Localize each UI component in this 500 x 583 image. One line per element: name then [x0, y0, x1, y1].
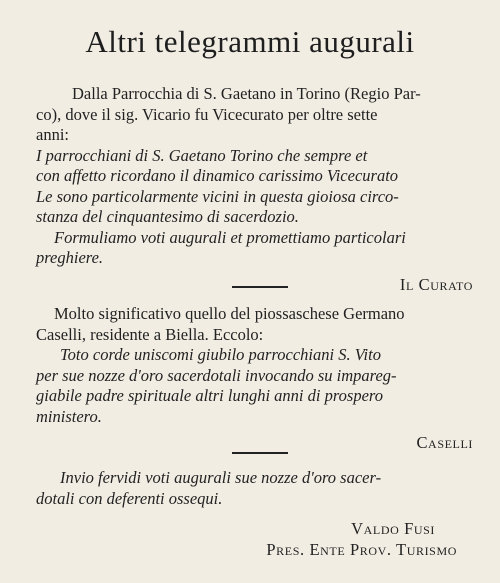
signature-name: Valdo Fusi [351, 519, 435, 538]
message-line: per sue nozze d'oro sacerdotali invocando su impareg- [36, 365, 397, 385]
message-line: giabile padre spirituale altri lunghi anni di prospero [36, 386, 383, 405]
signature-title: Pres. Ente Prov. Turismo [266, 539, 457, 559]
intro-line: anni: [36, 125, 69, 144]
signature: Caselli [416, 433, 473, 452]
intro-line: Molto significativo quello del piossaschese Germano [54, 304, 405, 323]
section-parrocchia [30, 84, 485, 295]
message-line: ministero. [36, 406, 102, 426]
intro-line: Caselli, residente a Biella. Eccolo: [36, 324, 264, 344]
message-line: stanza del cinquantesimo di sacerdozio. [36, 207, 299, 226]
message-line: Toto corde uniscomi giubilo parrocchiani S. Vito [60, 345, 381, 364]
page-title: Altri telegrammi augurali [85, 24, 415, 59]
message-line: Le sono particolarmente vicini in questa gioiosa circo- [36, 186, 399, 206]
intro-line: co), dove il sig. Vicario fu Vicecurato per oltre sette [36, 104, 378, 124]
message-line: I parrocchiani di S. Gaetano Torino che sempre et [36, 145, 368, 165]
message-line: Formuliamo voti augurali et promettiamo particolari [54, 227, 406, 247]
intro-line: Dalla Parrocchia di S. Gaetano in Torino (Regio Par- [72, 84, 421, 103]
message-line: preghiere. [36, 248, 104, 267]
section-caselli [30, 304, 485, 454]
section-fusi [30, 468, 485, 560]
signature: Il Curato [399, 274, 473, 294]
message-line: con affetto ricordano il dinamico carissimo Vicecurato [36, 166, 399, 185]
separator-rule [232, 286, 288, 288]
separator-rule [232, 452, 288, 454]
message-line: Invio fervidi voti augurali sue nozze d'oro sacer- [60, 468, 382, 487]
message-line: dotali con deferenti ossequi. [36, 488, 223, 508]
